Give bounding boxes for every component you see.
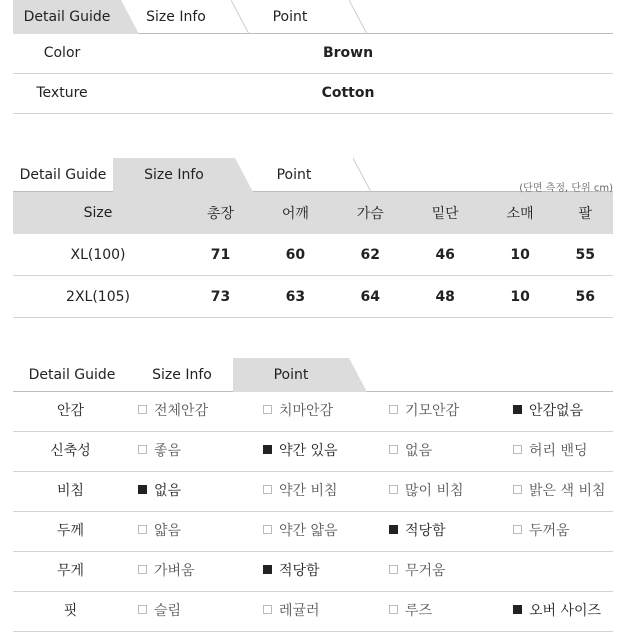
option-label: 좋음 (154, 443, 182, 459)
option-label: 밝은 색 비침 (529, 483, 606, 499)
tab-label: Point (272, 9, 308, 25)
option-label: 약간 비침 (279, 483, 338, 499)
option-label: 허리 밴딩 (529, 443, 588, 459)
size-info-section (13, 158, 613, 318)
detail-row-texture (13, 74, 613, 114)
unchecked-box-icon (263, 405, 272, 414)
unchecked-box-icon (513, 445, 522, 454)
option-checkbox[interactable] (389, 592, 432, 631)
option-label: 기모안감 (405, 403, 460, 419)
option-label: 슬림 (154, 603, 182, 619)
option-label: 치마안감 (279, 403, 334, 419)
unchecked-box-icon (389, 485, 398, 494)
unchecked-box-icon (513, 525, 522, 534)
value-cell: 60 (258, 234, 333, 276)
point-row-label: 안감 (56, 403, 85, 419)
value-cell: 62 (333, 234, 408, 276)
checked-box-icon (513, 605, 522, 614)
unchecked-box-icon (263, 605, 272, 614)
unchecked-box-icon (263, 525, 272, 534)
col-header: 어깨 (258, 192, 333, 234)
option-checkbox[interactable] (513, 392, 583, 431)
unchecked-box-icon (389, 405, 398, 414)
option-checkbox[interactable] (263, 392, 333, 431)
value-cell: 71 (183, 234, 258, 276)
tab-label: Size Info (146, 9, 206, 25)
unchecked-box-icon (138, 605, 147, 614)
tab-point[interactable] (233, 358, 349, 392)
size-table-header (13, 192, 613, 234)
point-row-label: 무게 (56, 563, 85, 579)
option-label: 얇음 (154, 523, 182, 539)
option-label: 두꺼움 (529, 523, 570, 539)
option-label: 약간 얇음 (279, 523, 338, 539)
tab-detail-guide[interactable] (13, 158, 113, 192)
option-checkbox[interactable] (389, 432, 432, 471)
tab-label: Detail Guide (23, 9, 111, 25)
tab-bar (13, 158, 613, 192)
point-row-label: 두께 (56, 523, 85, 539)
option-checkbox[interactable] (513, 512, 570, 551)
value-cell: 48 (408, 276, 483, 318)
option-checkbox[interactable] (138, 512, 181, 551)
tab-label: Point (273, 367, 309, 383)
tab-label: Detail Guide (19, 167, 107, 183)
option-label: 무거움 (405, 563, 446, 579)
tab-size-info[interactable] (113, 158, 235, 192)
row-value: Brown (322, 45, 374, 61)
checked-box-icon (263, 565, 272, 574)
col-header: 가슴 (333, 192, 408, 234)
point-table (13, 392, 613, 632)
point-row (13, 552, 613, 592)
option-checkbox[interactable] (389, 512, 446, 551)
col-header: 밑단 (408, 192, 483, 234)
option-label: 레귤러 (279, 603, 320, 619)
option-label: 적당함 (405, 523, 446, 539)
option-label: 없음 (405, 443, 433, 459)
value-cell: 64 (333, 276, 408, 318)
point-row (13, 432, 613, 472)
unchecked-box-icon (138, 525, 147, 534)
point-row-label: 핏 (63, 603, 78, 619)
tab-label: Size Info (144, 167, 204, 183)
checked-box-icon (513, 405, 522, 414)
option-checkbox[interactable] (389, 392, 459, 431)
row-label: Texture (36, 85, 88, 101)
tab-size-info[interactable] (131, 358, 233, 392)
row-label: Color (43, 45, 81, 61)
col-header: Size (13, 192, 183, 234)
unchecked-box-icon (138, 405, 147, 414)
checked-box-icon (389, 525, 398, 534)
tab-size-info[interactable] (121, 0, 231, 34)
size-table (13, 192, 613, 318)
unchecked-box-icon (389, 565, 398, 574)
option-checkbox[interactable] (263, 472, 338, 511)
option-checkbox[interactable] (138, 592, 181, 631)
tab-bar (13, 358, 613, 392)
point-row-label: 신축성 (50, 443, 91, 459)
option-label: 없음 (154, 483, 182, 499)
unchecked-box-icon (513, 485, 522, 494)
option-checkbox[interactable] (138, 392, 208, 431)
point-row (13, 512, 613, 552)
value-cell: 10 (483, 234, 558, 276)
unchecked-box-icon (138, 445, 147, 454)
table-row (13, 234, 613, 276)
option-checkbox[interactable] (263, 592, 320, 631)
detail-guide-section (13, 0, 613, 114)
tab-point[interactable] (231, 0, 349, 34)
option-label: 많이 비침 (405, 483, 464, 499)
option-checkbox[interactable] (513, 432, 588, 471)
unit-note: (단면 측정, 단위 cm) (519, 183, 613, 194)
value-cell: 55 (558, 234, 613, 276)
option-checkbox[interactable] (263, 432, 338, 471)
tab-point[interactable] (235, 158, 353, 192)
row-value: Cotton (321, 85, 375, 101)
unchecked-box-icon (389, 445, 398, 454)
tab-bar (13, 0, 613, 34)
detail-row-color (13, 34, 613, 74)
tab-label: Size Info (152, 367, 212, 383)
option-checkbox[interactable] (138, 472, 181, 511)
tab-detail-guide[interactable] (13, 358, 131, 392)
tab-label: Point (276, 167, 312, 183)
col-header: 총장 (183, 192, 258, 234)
option-checkbox[interactable] (138, 552, 195, 591)
option-label: 적당함 (279, 563, 320, 579)
value-cell: 46 (408, 234, 483, 276)
value-cell: 63 (258, 276, 333, 318)
option-checkbox[interactable] (513, 472, 606, 511)
size-cell: 2XL(105) (13, 276, 183, 318)
unchecked-box-icon (263, 485, 272, 494)
col-header: 소매 (483, 192, 558, 234)
option-label: 전체안감 (154, 403, 209, 419)
point-row (13, 592, 613, 632)
value-cell: 56 (558, 276, 613, 318)
option-label: 안감없음 (529, 403, 584, 419)
value-cell: 10 (483, 276, 558, 318)
option-checkbox[interactable] (389, 552, 446, 591)
option-checkbox[interactable] (513, 592, 601, 631)
point-row (13, 472, 613, 512)
option-checkbox[interactable] (263, 512, 338, 551)
option-label: 오버 사이즈 (529, 603, 602, 619)
unchecked-box-icon (389, 605, 398, 614)
col-header: 팔 (558, 192, 613, 234)
tab-detail-guide[interactable] (13, 0, 121, 34)
table-row (13, 276, 613, 318)
option-checkbox[interactable] (263, 552, 320, 591)
point-section (13, 358, 613, 632)
value-cell: 73 (183, 276, 258, 318)
point-row-label: 비침 (56, 483, 85, 499)
point-row (13, 392, 613, 432)
tab-label: Detail Guide (28, 367, 116, 383)
checked-box-icon (138, 485, 147, 494)
option-label: 루즈 (405, 603, 433, 619)
size-cell: XL(100) (13, 234, 183, 276)
option-checkbox[interactable] (389, 472, 464, 511)
option-label: 약간 있음 (279, 443, 338, 459)
unchecked-box-icon (138, 565, 147, 574)
option-label: 가벼움 (154, 563, 195, 579)
checked-box-icon (263, 445, 272, 454)
option-checkbox[interactable] (138, 432, 181, 471)
